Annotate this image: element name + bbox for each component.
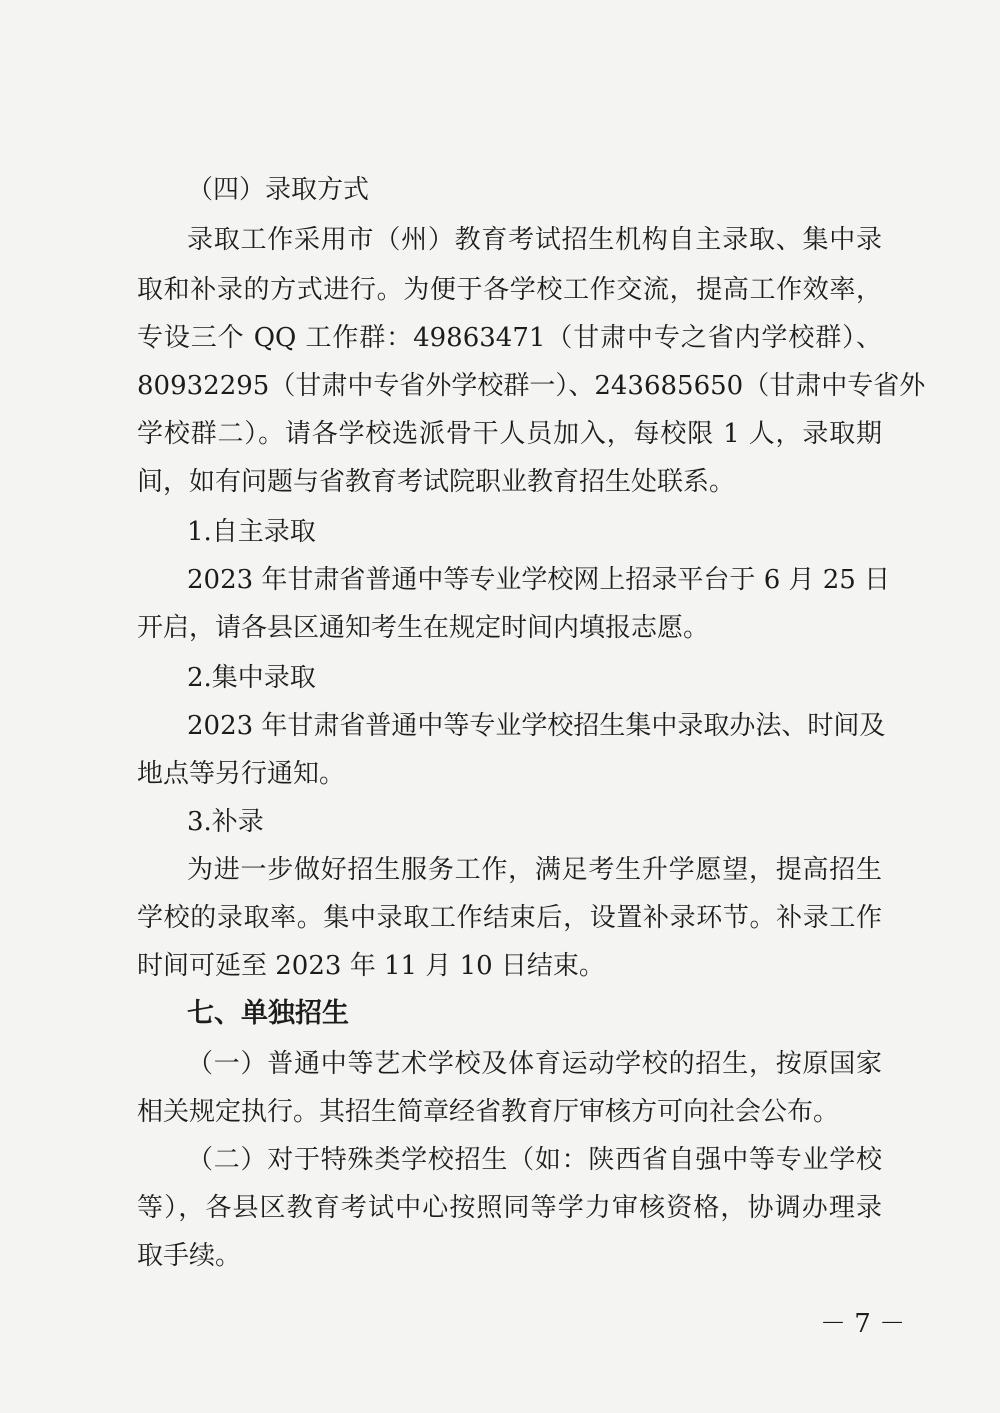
paragraph-line: 2023 年甘肃省普通中等专业学校招生集中录取办法、时间及 (187, 711, 886, 741)
paragraph-line: 地点等另行通知。 (137, 759, 346, 789)
paragraph-line: （一）普通中等艺术学校及体育运动学校的招生，按原国家 (187, 1049, 882, 1079)
paragraph-line: 相关规定执行。其招生简章经省教育厅审核方可向社会公布。 (137, 1097, 840, 1127)
heading-admission-method: （四）录取方式 (187, 175, 370, 205)
paragraph-line: 等），各县区教育考试中心按照同等学力审核资格，协调办理录 (137, 1193, 882, 1223)
paragraph-line: 开启，请各县区通知考生在规定时间内填报志愿。 (137, 613, 710, 643)
paragraph-line: 为进一步做好招生服务工作，满足考生升学愿望，提高招生 (187, 855, 882, 885)
paragraph-line: （二）对于特殊类学校招生（如：陕西省自强中等专业学校 (187, 1145, 882, 1175)
paragraph-line: 学校群二）。请各学校选派骨干人员加入，每校限 1 人，录取期 (137, 419, 882, 449)
paragraph-line: 取和补录的方式进行。为便于各学校工作交流，提高工作效率， (137, 275, 882, 305)
paragraph-line: 录取工作采用市（州）教育考试招生机构自主录取、集中录 (187, 225, 882, 255)
paragraph-line: 专设三个 QQ 工作群：49863471（甘肃中专之省内学校群）、 (137, 323, 882, 353)
page-number: － 7 － (820, 1309, 906, 1339)
paragraph-line: 间，如有问题与省教育考试院职业教育招生处联系。 (137, 467, 736, 497)
paragraph-line: 时间可延至 2023 年 11 月 10 日结束。 (137, 951, 605, 981)
paragraph-line: 取手续。 (137, 1241, 242, 1271)
paragraph-line: 学校的录取率。集中录取工作结束后，设置补录环节。补录工作 (137, 903, 882, 933)
subheading-self-admission: 1.自主录取 (187, 517, 316, 547)
section-heading-independent-enrollment: 七、单独招生 (187, 998, 349, 1029)
paragraph-line: 80932295（甘肃中专省外学校群一）、243685650（甘肃中专省外 (137, 371, 926, 401)
subheading-supplementary: 3.补录 (187, 807, 264, 837)
paragraph-line: 2023 年甘肃省普通中等专业学校网上招录平台于 6 月 25 日 (187, 565, 891, 595)
subheading-central-admission: 2.集中录取 (187, 663, 316, 693)
